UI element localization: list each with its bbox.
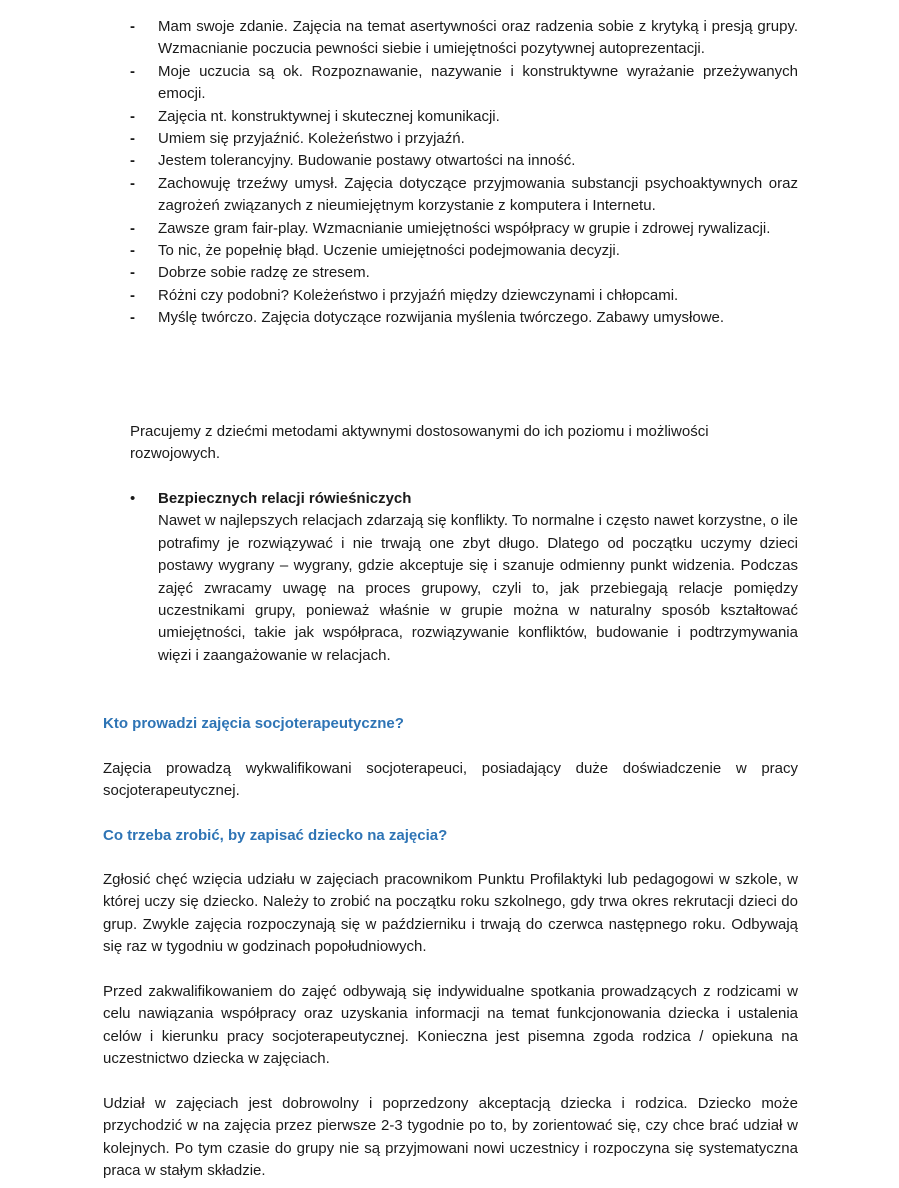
bullet-text: Nawet w najlepszych relacjach zdarzają się konflikty. To normalne i często nawet korzystne, o ile potrafimy je rozwiązywać i nie trwają one zbyt długo. Dlatego od początku uczymy dzieci postawy wygrany – wygrany, gdzie akceptuje się i szanuje odmienny punkt widzenia. Podczas zajęć zwracamy uwagę na proces grupowy, czyli to, jak przebiegają relacje pomiędzy uczestnikami grupy, ponieważ właśnie w grupie można w naturalny sposób kształtować umiejętności, takie jak współpraca, rozwiązywanie konfliktów, budowanie i podtrzymywania więzi i zaangażowanie w relacjach. xyxy=(158,512,798,664)
list-item-text: Moje uczucia są ok. Rozpoznawanie, nazywanie i konstruktywne wyrażanie przeżywanych emocji. xyxy=(158,62,798,103)
list-item xyxy=(130,150,798,172)
dash-marker: - xyxy=(130,174,135,192)
dash-marker: - xyxy=(130,286,135,304)
list-item-text: Zajęcia nt. konstruktywnej i skutecznej komunikacji. xyxy=(158,107,500,125)
section-heading: Kto prowadzi zajęcia socjoterapeutyczne? xyxy=(103,715,404,732)
section-heading: Co trzeba zrobić, by zapisać dziecko na zajęcia? xyxy=(103,827,448,844)
list-item xyxy=(130,173,798,218)
dash-marker: - xyxy=(130,107,135,125)
list-item-text: Umiem się przyjaźnić. Koleżeństwo i przyjaźń. xyxy=(158,130,465,148)
dash-marker: - xyxy=(130,264,135,282)
list-item-text: Dobrze sobie radzę ze stresem. xyxy=(158,264,370,282)
dash-marker: - xyxy=(130,152,135,170)
section-paragraph: Zajęcia prowadzą wykwalifikowani socjoterapeuci, posiadający duże doświadczenie w pracy socjoterapeutycznej. xyxy=(103,760,798,800)
section-paragraph: Zgłosić chęć wzięcia udziału w zajęciach pracownikom Punktu Profilaktyki lub pedagogowi w szkole, w której uczy się dziecko. Należy to zrobić na początku roku szkolnego, gdy trwa okres rekrutacji dzieci do grup. Zwykle zajęcia rozpoczynają się w październiku i trwają do czerwca następnego roku. Odbywają się raz w tygodniu w godzinach popołudniowych. xyxy=(103,871,798,956)
list-item-text: Różni czy podobni? Koleżeństwo i przyjaźń między dziewczynami i chłopcami. xyxy=(158,286,679,304)
list-item xyxy=(130,128,798,150)
list-item xyxy=(130,307,798,329)
list-item-text: Mam swoje zdanie. Zajęcia na temat asertywności oraz radzenia sobie z krytyką i presją grupy. Wzmacnianie poczucia pewności siebie i umiejętności pozytywnej autoprezentacji. xyxy=(158,18,798,58)
dash-marker: - xyxy=(130,219,135,237)
list-item xyxy=(130,262,798,284)
list-item xyxy=(130,240,798,262)
list-item xyxy=(130,61,798,106)
list-item xyxy=(130,16,798,61)
list-item-text: Jestem tolerancyjny. Budowanie postawy otwartości na inność. xyxy=(158,152,576,170)
bullet-marker: • xyxy=(130,490,136,507)
bullet-section xyxy=(130,488,798,667)
list-item-text: To nic, że popełnię błąd. Uczenie umiejętności podejmowania decyzji. xyxy=(158,242,620,260)
list-item xyxy=(130,285,798,307)
topic-list xyxy=(130,16,798,330)
dash-marker: - xyxy=(130,130,135,148)
list-item-text: Myślę twórczo. Zajęcia dotyczące rozwijania myślenia twórczego. Zabawy umysłowe. xyxy=(158,309,725,327)
list-item xyxy=(130,106,798,128)
list-item xyxy=(130,218,798,240)
dash-marker: - xyxy=(130,242,135,260)
section-paragraph: Udział w zajęciach jest dobrowolny i poprzedzony akceptacją dziecka i rodzica. Dziecko może przychodzić w na zajęcia przez pierwsze 2-3 tygodnie po to, by zorientować się, czy chce brać udział w kolejnych. Po tym czasie do grupy nie są przyjmowani nowi uczestnicy i rozpoczyna się systematyczna praca w stałym składzie. xyxy=(103,1095,798,1180)
dash-marker: - xyxy=(130,18,135,35)
dash-marker: - xyxy=(130,309,135,327)
section-paragraph: Przed zakwalifikowaniem do zajęć odbywają się indywidualne spotkania prowadzących z rodzicami w celu nawiązania współpracy oraz uzyskania informacji na temat funkcjonowania dziecka i ustalenia celów i kierunku pracy socjoterapeutycznej. Konieczna jest pisemna zgoda rodzica / opiekuna na uczestnictwo dziecka w zajęciach. xyxy=(103,983,798,1068)
dash-marker: - xyxy=(130,62,135,80)
list-item-text: Zachowuję trzeźwy umysł. Zajęcia dotyczące przyjmowania substancji psychoaktywnych oraz zagrożeń związanych z nieumiejętnym korzystanie z komputera i Internetu. xyxy=(158,174,798,215)
bullet-title: Bezpiecznych relacji rówieśniczych xyxy=(158,490,412,507)
list-item-text: Zawsze gram fair-play. Wzmacnianie umiejętności współpracy w grupie i zdrowej rywalizacji. xyxy=(158,219,771,237)
methods-paragraph: Pracujemy z dziećmi metodami aktywnymi dostosowanymi do ich poziomu i możliwości rozwojowych. xyxy=(130,423,709,463)
